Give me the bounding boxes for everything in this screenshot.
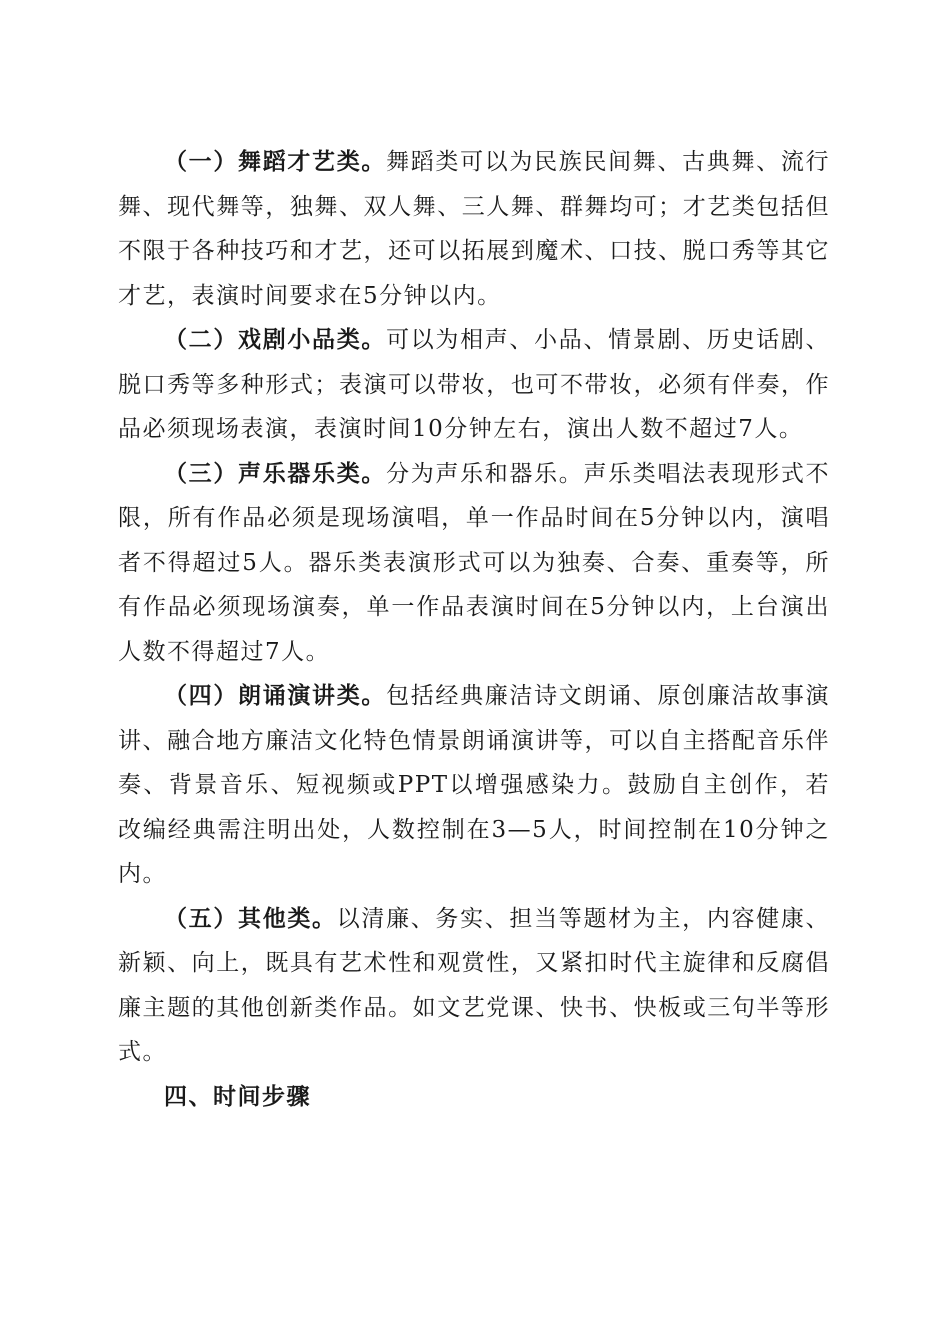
- paragraph-other: [118, 897, 830, 1075]
- paragraph-lead: （五）其他类。: [164, 905, 337, 932]
- paragraph-vocal-instrumental: [118, 452, 830, 675]
- paragraph-text: 分为声乐和器乐。声乐类唱法表现形式不限，所有作品必须是现场演唱，单一作品时间在5分钟以内，演唱者不得超过5人。器乐类表演形式可以为独奏、合奏、重奏等，所有作品必须现场演奏，单一作品表演时间在5分钟以内，上台演出人数不得超过7人。: [118, 460, 831, 665]
- section-heading: 四、时间步骤: [164, 1083, 311, 1110]
- paragraph-lead: （三）声乐器乐类。: [164, 460, 387, 487]
- paragraph-text: 舞蹈类可以为民族民间舞、古典舞、流行舞、现代舞等，独舞、双人舞、三人舞、群舞均可；才艺类包括但不限于各种技巧和才艺，还可以拓展到魔术、口技、脱口秀等其它才艺，表演时间要求在5分钟以内。: [118, 149, 831, 309]
- paragraph-lead: （四）朗诵演讲类。: [164, 683, 387, 709]
- document-body: [118, 140, 830, 1119]
- paragraph-lead: （一）舞蹈才艺类。: [164, 149, 387, 175]
- paragraph-text: 包括经典廉洁诗文朗诵、原创廉洁故事演讲、融合地方廉洁文化特色情景朗诵演讲等，可以自主搭配音乐伴奏、背景音乐、短视频或PPT以增强感染力。鼓励自主创作，若改编经典需注明出处，人数控制在3—5人，时间控制在10分钟之内。: [118, 683, 831, 887]
- paragraph-dance-talent: [118, 140, 830, 318]
- paragraph-drama-skit: [118, 318, 830, 452]
- paragraph-recitation-speech: [118, 674, 830, 897]
- paragraph-text: 可以为相声、小品、情景剧、历史话剧、脱口秀等多种形式；表演可以带妆，也可不带妆，必须有伴奏，作品必须现场表演，表演时间10分钟左右，演出人数不超过7人。: [118, 327, 831, 442]
- paragraph-text: 以清廉、务实、担当等题材为主，内容健康、新颖、向上，既具有艺术性和观赏性，又紧扣时代主旋律和反腐倡廉主题的其他创新类作品。如文艺党课、快书、快板或三句半等形式。: [118, 905, 831, 1065]
- paragraph-lead: （二）戏剧小品类。: [164, 327, 387, 353]
